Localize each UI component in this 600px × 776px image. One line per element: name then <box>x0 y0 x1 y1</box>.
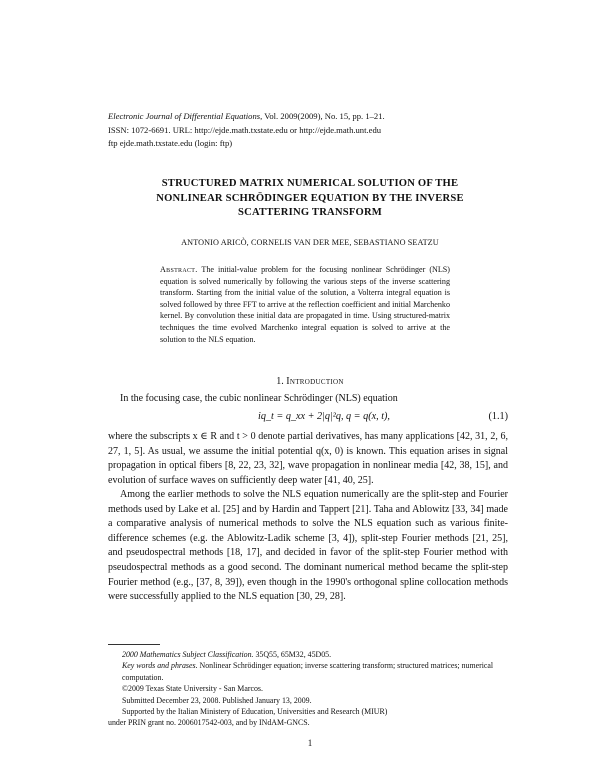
keywords-label: Key words and phrases. <box>122 661 198 671</box>
abstract-label: Abstract. <box>160 265 198 274</box>
title-line-2: NONLINEAR SCHRÖDINGER EQUATION BY THE INVERSE <box>156 192 464 204</box>
journal-citation: , Vol. 2009(2009), No. 15, pp. 1–21. <box>260 111 385 121</box>
equation-body: iq_t = q_xx + 2|q|²q, q = q(x, t), <box>258 411 390 422</box>
page-number: 1 <box>307 738 313 748</box>
journal-header <box>108 110 508 151</box>
journal-ftp-line: ftp ejde.math.txstate.edu (login: ftp) <box>108 138 233 148</box>
footnotes <box>108 649 508 729</box>
abstract-text: The initial-value problem for the focusing nonlinear Schrödinger (NLS) equation is solved numerically by following the various steps of the inverse scattering transform. Starting from the initial value of the solution, a Volterra integral equation is solved followed by three FFT to arrive at the reflection coefficient and initial Marchenko kernel. By convolution these initial data are propagated in time. Using structured-matrix techniques the time evolved Marchenko integral equation is solved to arrive at the solution to the NLS equation. <box>160 265 450 344</box>
journal-name: Electronic Journal of Differential Equations <box>108 111 261 121</box>
footnote-rule <box>108 644 160 645</box>
title-line-1: STRUCTURED MATRIX NUMERICAL SOLUTION OF THE <box>161 178 459 189</box>
equation-1-1 <box>108 411 508 425</box>
intro-paragraph-1-continuation: where the subscripts x ∈ R and t > 0 denote partial derivatives, has many applications [42, 31, 2, 6, 27, 1, 5]. As usual, we assume the initial potential q(x, 0) is known. This equation arises in signal propagation in optical fibers [8, 22, 23, 32], wave propagation in nonlinear media [42, 38, 15], and evolution of surface waves on sufficiently deep water [41, 40, 25]. <box>108 431 508 486</box>
footnote-support-2: under PRIN grant no. 2006017542-003, and by INdAM-GNCS. <box>108 718 310 728</box>
footnote-dates: Submitted December 23, 2008. Published January 13, 2009. <box>122 695 312 705</box>
paper-authors: ANTONIO ARICÒ, CORNELIS VAN DER MEE, SEBASTIANO SEATZU <box>181 238 439 247</box>
footnote-keywords <box>108 660 508 683</box>
section-title: Introduction <box>286 376 344 387</box>
footnote-copyright: ©2009 Texas State University - San Marcos. <box>122 684 263 694</box>
intro-paragraph-2: Among the earlier methods to solve the NLS equation numerically are the split-step and Fourier methods used by Lake et al. [25] and by Hardin and Tappert [21]. Taha and Ablowitz [33, 34] made a comparative analysis of numerical methods to solve the NLS equation such as various finite-difference schemes (e.g. the Ablowitz-Ladik scheme [3, 4]), split-step Fourier methods [21, 25], and pseudospectral methods [18, 17], and decided in favor of the split-step Fourier method with pseudospectral methods as a good second. The dominant numerical method became the split-step Fourier method (e.g., [37, 8, 39]), even though in the 1990's orthogonal spline collocation methods were successfully applied to the NLS equation [30, 29, 28]. <box>108 489 508 603</box>
title-line-3: SCATTERING TRANSFORM <box>238 207 382 218</box>
msc-text: 35Q55, 65M32, 45D05. <box>253 650 332 659</box>
section-number: 1. <box>276 376 287 387</box>
journal-issn-line: ISSN: 1072-6691. URL: http://ejde.math.txstate.edu or http://ejde.math.unt.edu <box>108 124 382 135</box>
footnote-msc <box>108 649 508 660</box>
abstract <box>160 264 450 345</box>
section-heading <box>100 376 520 387</box>
keywords-text: Nonlinear Schrödinger equation; inverse scattering transform; structured matrices; numerical computation. <box>122 661 494 682</box>
footnote-support-1: Supported by the Italian Ministery of Education, Universities and Research (MIUR) <box>122 707 388 717</box>
intro-paragraph-1-lead: In the focusing case, the cubic nonlinear Schrödinger (NLS) equation <box>120 393 398 404</box>
paper-title <box>100 177 520 221</box>
msc-label: 2000 Mathematics Subject Classification. <box>122 650 254 659</box>
equation-number: (1.1) <box>488 411 508 422</box>
